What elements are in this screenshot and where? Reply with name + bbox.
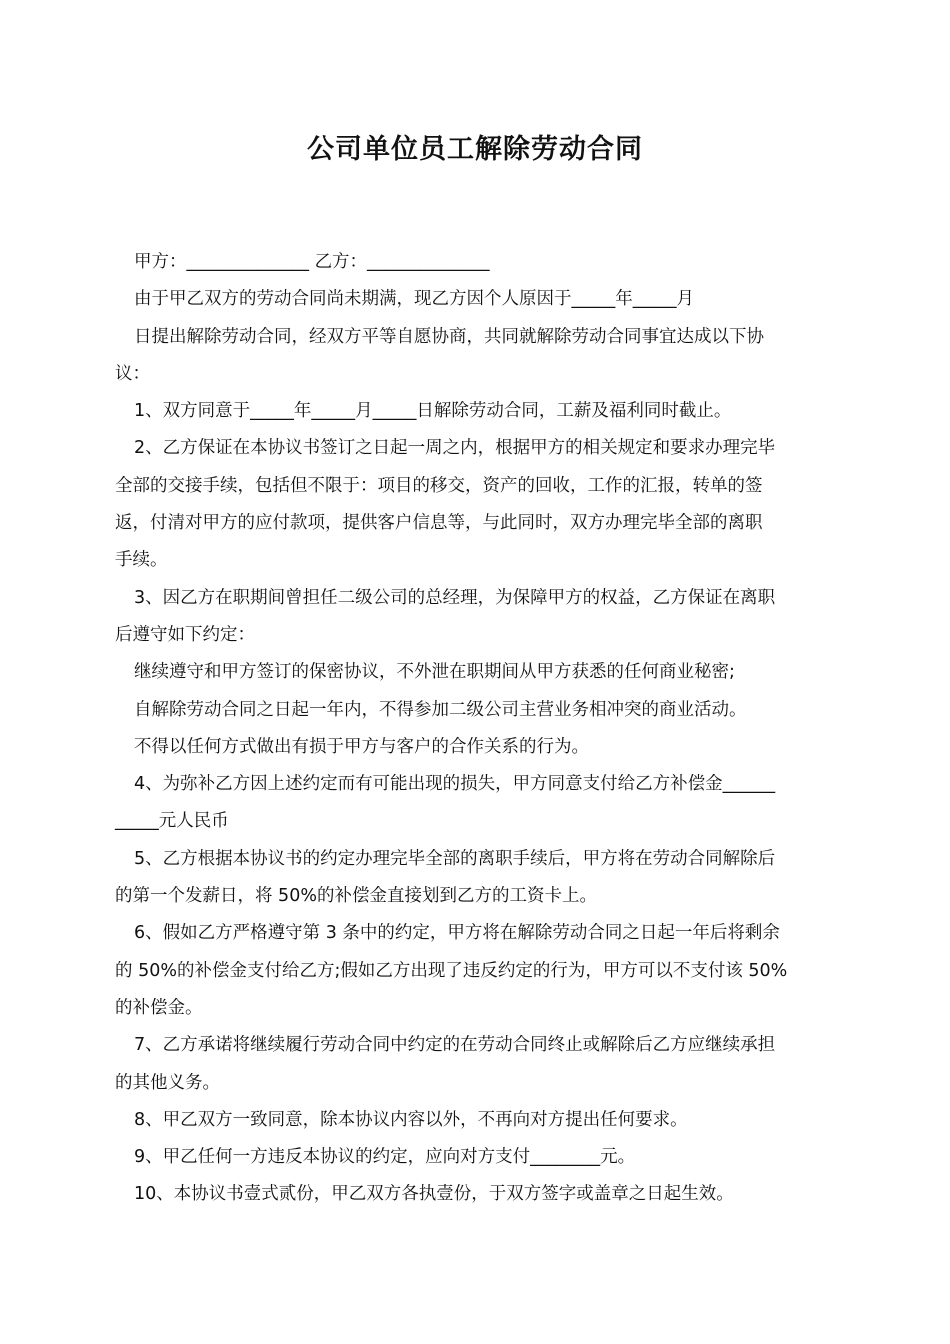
document-body <box>115 244 837 1214</box>
document-line: 1、双方同意于_____年_____月_____日解除劳动合同，工薪及福利同时截止。 <box>134 401 732 422</box>
document-line: 议： <box>115 363 150 384</box>
document-line: 6、假如乙方严格遵守第 3 条中的约定，甲方将在解除劳动合同之日起一年后将剩余 <box>134 923 780 944</box>
document-line: 7、乙方承诺将继续履行劳动合同中约定的在劳动合同终止或解除后乙方应继续承担 <box>134 1035 776 1056</box>
document-line: _____元人民币 <box>115 811 229 832</box>
document-line: 日提出解除劳动合同，经双方平等自愿协商，共同就解除劳动合同事宜达成以下协 <box>134 326 764 347</box>
document-line: 4、为弥补乙方因上述约定而有可能出现的损失，甲方同意支付给乙方补偿金______ <box>134 774 776 795</box>
document-line: 甲方：______________ 乙方：______________ <box>134 252 490 272</box>
document-line: 3、因乙方在职期间曾担任二级公司的总经理，为保障甲方的权益，乙方保证在离职 <box>134 587 776 608</box>
document-line: 的其他义务。 <box>115 1072 220 1093</box>
document-line: 由于甲乙双方的劳动合同尚未期满，现乙方因个人原因于_____年_____月 <box>134 289 694 310</box>
document-line: 后遵守如下约定： <box>115 624 255 645</box>
document-line: 全部的交接手续，包括但不限于：项目的移交，资产的回收，工作的汇报，转单的签 <box>115 475 763 496</box>
document-line: 的补偿金。 <box>115 997 203 1018</box>
document-line: 继续遵守和甲方签订的保密协议，不外泄在职期间从甲方获悉的任何商业秘密; <box>134 662 735 683</box>
document-line: 手续。 <box>115 550 168 571</box>
document-line: 8、甲乙双方一致同意，除本协议内容以外，不再向对方提出任何要求。 <box>134 1109 688 1130</box>
document-line: 自解除劳动合同之日起一年内，不得参加二级公司主营业务相冲突的商业活动。 <box>134 699 747 720</box>
document-line: 返，付清对甲方的应付款项，提供客户信息等，与此同时，双方办理完毕全部的离职 <box>115 513 763 534</box>
document-line: 2、乙方保证在本协议书签订之日起一周之内，根据甲方的相关规定和要求办理完毕 <box>134 438 776 459</box>
document-line: 9、甲乙任何一方违反本协议的约定，应向对方支付________元。 <box>134 1147 636 1168</box>
document-title: 公司单位员工解除劳动合同 <box>307 134 643 165</box>
document-line: 的 50%的补偿金支付给乙方;假如乙方出现了违反约定的行为，甲方可以不支付该 50% <box>115 960 788 981</box>
document-line: 的第一个发薪日，将 50%的补偿金直接划到乙方的工资卡上。 <box>115 886 597 907</box>
document-line: 10、本协议书壹式贰份，甲乙双方各执壹份，于双方签字或盖章之日起生效。 <box>134 1184 734 1205</box>
document-line: 5、乙方根据本协议书的约定办理完毕全部的离职手续后，甲方将在劳动合同解除后 <box>134 848 776 869</box>
document-line: 不得以任何方式做出有损于甲方与客户的合作关系的行为。 <box>134 736 589 757</box>
